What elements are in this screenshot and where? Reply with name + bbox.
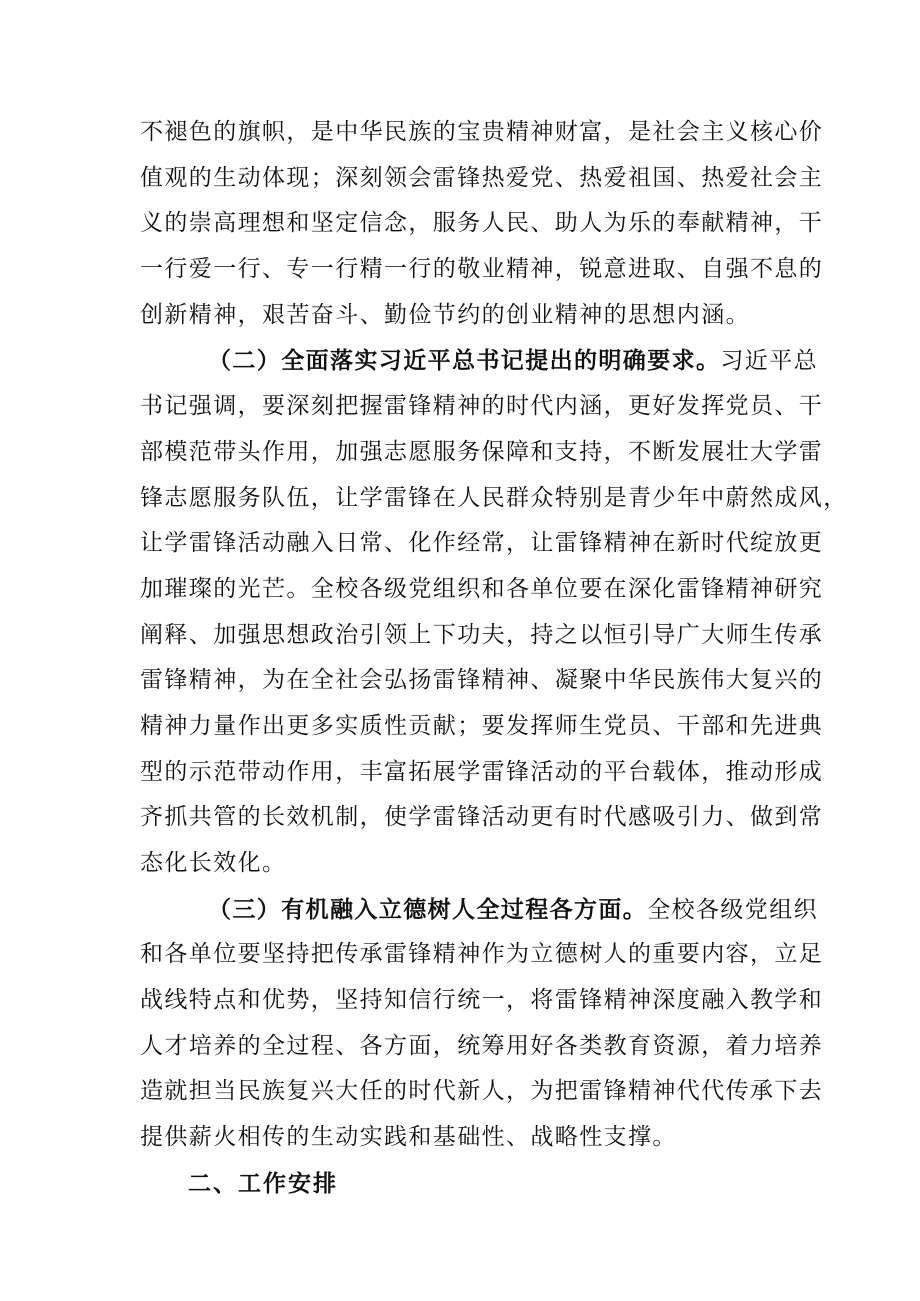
section-heading: 二、工作安排: [188, 1169, 338, 1197]
paragraph-1: [140, 110, 824, 338]
text-line: 型的示范带动作用，丰富拓展学雷锋活动的平台载体，推动形成: [140, 758, 824, 785]
text-line: 提供薪火相传的生动实践和基础性、战略性支撑。: [140, 1124, 677, 1151]
text-line: 雷锋精神，为在全社会弘扬雷锋精神、凝聚中华民族伟大复兴的: [140, 667, 824, 694]
text-run: 全校各级党组织: [647, 896, 819, 923]
document-page: [140, 110, 848, 1207]
text-line: 态化长效化。: [140, 850, 287, 876]
text-line: 造就担当民族复兴大任的时代新人，为把雷锋精神代代传承下去: [140, 1078, 824, 1105]
text-line: 齐抓共管的长效机制，使学雷锋活动更有时代感吸引力、做到常: [140, 804, 824, 831]
text-line: 创新精神，艰苦奋斗、勤俭节约的创业精神的思想内涵。: [140, 301, 750, 328]
paragraph-3: [140, 887, 824, 1161]
text-line: 和各单位要坚持把传承雷锋精神作为立德树人的重要内容，立足: [140, 941, 824, 968]
text-line: 人才培养的全过程、各方面，统筹用好各类教育资源，着力培养: [140, 1032, 824, 1059]
text-line: 战线特点和优势，坚持知信行统一，将雷锋精神深度融入教学和: [140, 987, 824, 1014]
paragraph-heading: （三）有机融入立德树人全过程各方面。: [208, 895, 648, 923]
text-line: 精神力量作出更多实质性贡献；要发挥师生党员、干部和先进典: [140, 712, 824, 739]
paragraph-first-line: [140, 887, 819, 933]
text-line: 不褪色的旗帜，是中华民族的宝贵精神财富，是社会主义核心价: [140, 119, 824, 145]
text-line: 一行爱一行、专一行精一行的敬业精神，锐意进取、自强不息的: [140, 256, 824, 283]
text-line: 阐释、加强思想政治引领上下功夫，持之以恒引导广大师生传承: [140, 621, 824, 648]
text-line: 加璀璨的光芒。全校各级党组织和各单位要在深化雷锋精神研究: [140, 575, 824, 602]
text-line: 部模范带头作用，加强志愿服务保障和支持，不断发展壮大学雷: [140, 438, 824, 465]
text-line: 书记强调，要深刻把握雷锋精神的时代内涵，更好发挥党员、干: [140, 393, 824, 420]
paragraph-first-line: [140, 338, 819, 384]
text-line: 锋志愿服务队伍，让学雷锋在人民群众特别是青少年中蔚然成风，: [140, 484, 848, 511]
text-run: 习近平总: [720, 348, 819, 375]
paragraph-2: [140, 338, 848, 886]
paragraph-heading: （二）全面落实习近平总书记提出的明确要求。: [208, 347, 721, 375]
text-line: 值观的生动体现；深刻领会雷锋热爱党、热爱祖国、热爱社会主: [140, 164, 824, 191]
text-line: 义的崇高理想和坚定信念，服务人民、助人为乐的奉献精神，干: [140, 210, 824, 237]
text-line: 让学雷锋活动融入日常、化作经常，让雷锋精神在新时代绽放更: [140, 530, 824, 557]
